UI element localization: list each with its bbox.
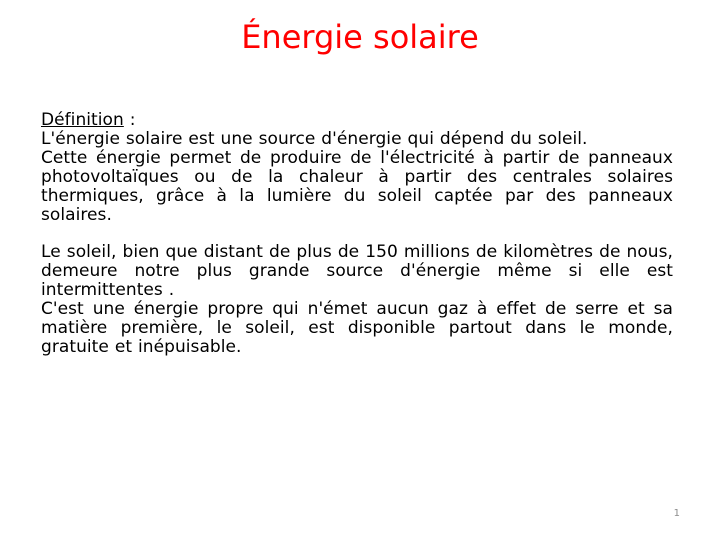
definition-label: Définition (41, 110, 124, 130)
definition-heading (41, 111, 673, 130)
definition-colon: : (123, 110, 136, 130)
paragraph-clean-energy: C'est une énergie propre qui n'émet aucun gaz à effet de serre et sa matière première, le soleil, est disponible partout dans le monde, gratuite et inépuisable. (41, 299, 673, 357)
slide-title: Énergie solaire (241, 18, 479, 56)
paragraph-electricity: Cette énergie permet de produire de l'électricité à partir de panneaux photovoltaïques ou de la chaleur à partir des centrales solaires thermiques, grâce à la lumière du soleil captée par des panneaux solaires. (41, 148, 673, 225)
paragraph-definition: L'énergie solaire est une source d'énergie qui dépend du soleil. (41, 129, 588, 149)
paragraph-spacer (41, 225, 673, 243)
slide-body (41, 111, 673, 357)
page-number: 1 (673, 508, 680, 519)
paragraph-sun-distance: Le soleil, bien que distant de plus de 150 millions de kilomètres de nous, demeure notre plus grande source d'énergie même si elle est intermittentes . (41, 242, 673, 300)
